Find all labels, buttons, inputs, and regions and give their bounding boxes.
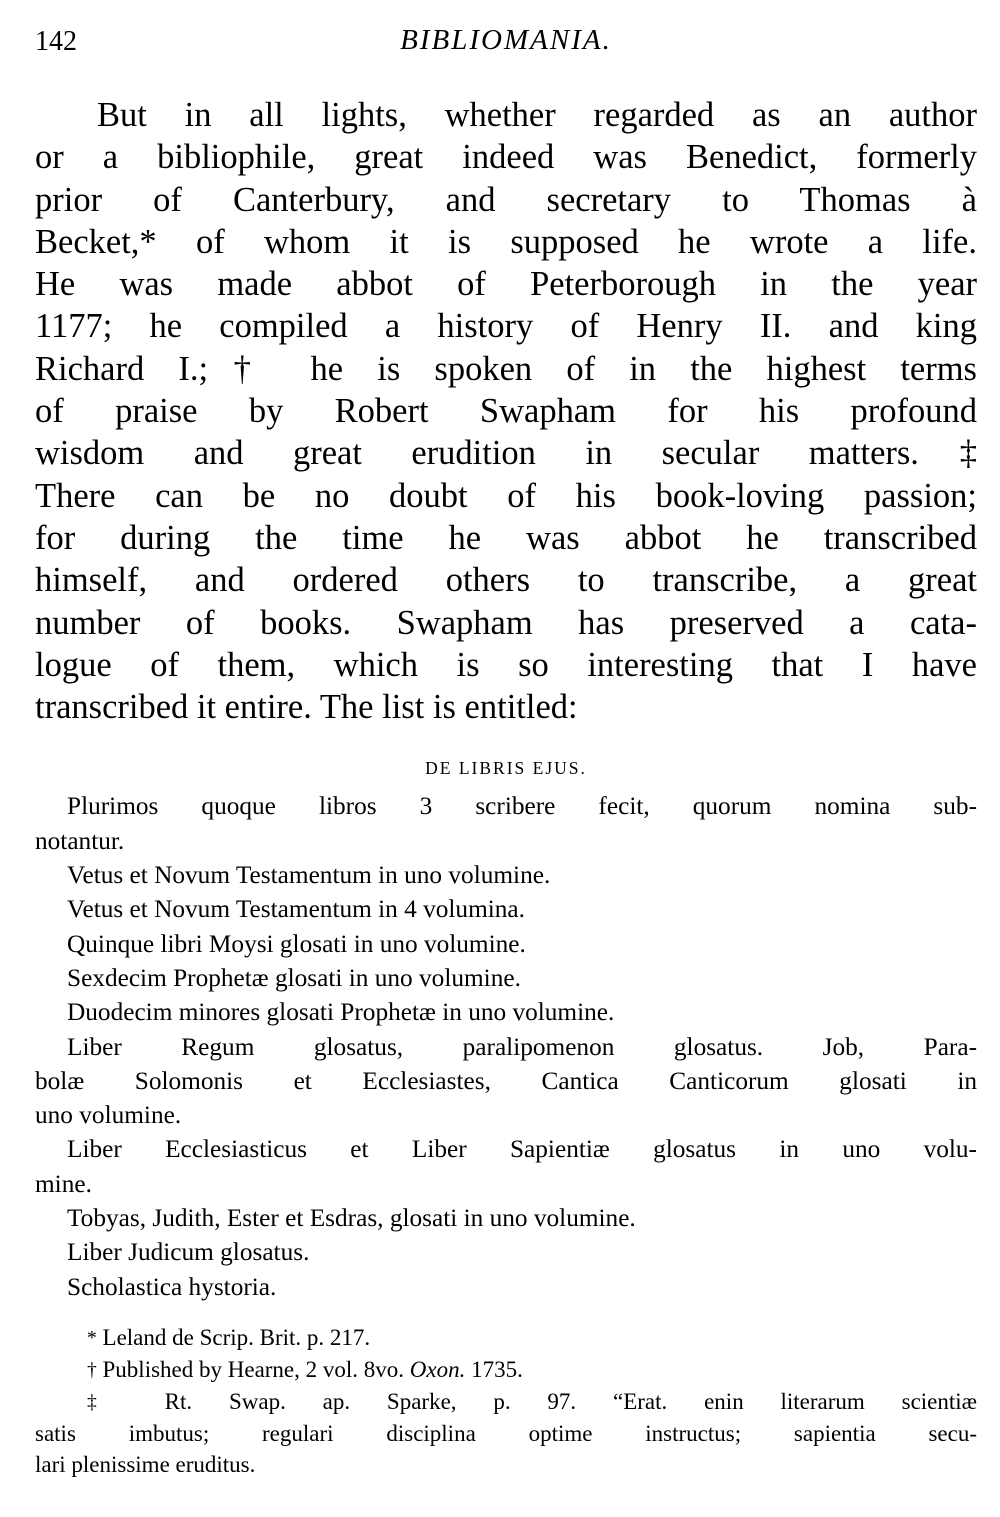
catalogue-line: Vetus et Novum Testamentum in 4 volumina. xyxy=(67,895,525,924)
catalogue-line: Plurimos quoque libros 3 scribere fecit, quorum nomina sub- xyxy=(67,792,977,821)
footnote-3-line: lari plenissime eruditus. xyxy=(35,1452,256,1477)
body-line: wisdom and great erudition in secular matters.‡ xyxy=(35,434,977,473)
body-line: logue of them, which is so interesting that I have xyxy=(35,645,977,684)
footnote-mark: † xyxy=(87,1359,97,1381)
catalogue-line: notantur. xyxy=(35,826,125,855)
catalogue-line: Scholastica hystoria. xyxy=(67,1272,277,1301)
catalogue-line: Liber Ecclesiasticus et Liber Sapientiæ glosatus in uno volu- xyxy=(67,1135,977,1164)
catalogue-heading: DE LIBRIS EJUS. xyxy=(425,758,587,779)
catalogue-line: uno volumine. xyxy=(35,1101,182,1130)
catalogue-line: Sexdecim Prophetæ glosati in uno volumine. xyxy=(67,963,521,992)
body-line: There can be no doubt of his book-loving passion; xyxy=(35,476,977,515)
footnote-text: Published by Hearne, 2 vol. 8vo. xyxy=(102,1356,405,1382)
running-title: BIBLIOMANIA. xyxy=(400,24,612,56)
page-number: 142 xyxy=(35,26,77,57)
body-line: for during the time he was abbot he transcribed xyxy=(35,518,977,557)
main-paragraph xyxy=(35,94,977,728)
catalogue-line: Duodecim minores glosati Prophetæ in uno volumine. xyxy=(67,998,615,1027)
footnote-italic-text: Oxon. xyxy=(409,1356,466,1382)
catalogue-line: mine. xyxy=(35,1169,92,1198)
body-line: He was made abbot of Peterborough in the year xyxy=(35,265,977,304)
footnote-mark: ‡ xyxy=(87,1392,128,1413)
body-line: transcribed it entire. The list is entitled: xyxy=(35,688,578,727)
body-line: himself, and ordered others to transcribe, a great xyxy=(35,561,977,600)
body-line: Becket,* of whom it is supposed he wrote a life. xyxy=(35,222,977,261)
body-line: But in all lights, whether regarded as an author xyxy=(97,96,977,134)
body-line: number of books. Swapham has preserved a cata- xyxy=(35,603,977,642)
body-line: prior of Canterbury, and secretary to Thomas à xyxy=(35,180,977,219)
footnote-text: 1735. xyxy=(471,1356,523,1382)
footnote-3-line: satis imbutus; regulari disciplina optime instructus; sapientia secu- xyxy=(35,1421,977,1446)
book-page xyxy=(35,20,977,1480)
catalogue-line: Quinque libri Moysi glosati in uno volumine. xyxy=(67,929,526,958)
catalogue-line: Tobyas, Judith, Ester et Esdras, glosati in uno volumine. xyxy=(67,1204,636,1233)
body-line: or a bibliophile, great indeed was Benedict, formerly xyxy=(35,138,977,177)
body-line: of praise by Robert Swapham for his profound xyxy=(35,392,977,431)
book-catalogue xyxy=(35,789,977,1303)
footnote-1 xyxy=(35,1322,977,1354)
page-header xyxy=(35,20,977,70)
footnote-3 xyxy=(35,1386,977,1418)
footnote-2 xyxy=(35,1354,977,1386)
body-line: Richard I.;† he is spoken of in the highest terms xyxy=(35,349,977,388)
footnote-text: Leland de Scrip. Brit. p. 217. xyxy=(102,1324,371,1350)
catalogue-line: bolæ Solomonis et Ecclesiastes, Cantica Canticorum glosati in xyxy=(35,1066,977,1095)
catalogue-line: Liber Judicum glosatus. xyxy=(67,1238,310,1267)
footnote-text: Rt. Swap. ap. Sparke, p. 97. “Erat. enin literarum scientiæ xyxy=(164,1388,978,1414)
catalogue-line: Vetus et Novum Testamentum in uno volumine. xyxy=(67,861,551,890)
catalogue-line: Liber Regum glosatus, paralipomenon glosatus. Job, Para- xyxy=(67,1032,977,1061)
footnotes xyxy=(35,1322,977,1480)
body-line: 1177; he compiled a history of Henry II. and king xyxy=(35,307,977,346)
footnote-mark: * xyxy=(87,1327,97,1349)
